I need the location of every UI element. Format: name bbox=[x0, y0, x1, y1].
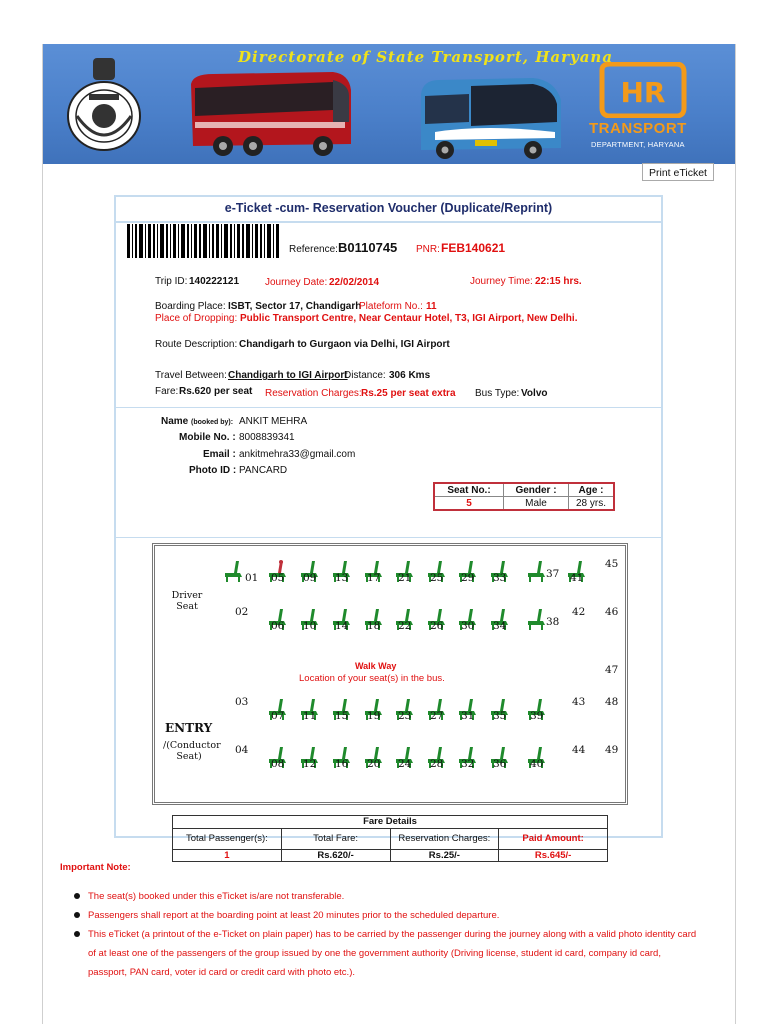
seat-number: 11 bbox=[303, 710, 317, 722]
dropping-value: Public Transport Centre, Near Centaur Hotel, T3, IGI Airport, New Delhi. bbox=[240, 313, 578, 324]
walkway-label: Walk Way bbox=[355, 661, 397, 671]
seat-number: 26 bbox=[430, 620, 444, 632]
journey-date-value: 22/02/2014 bbox=[329, 277, 380, 288]
entry-label: ENTRY bbox=[165, 721, 213, 735]
seat-number: 44 bbox=[572, 744, 586, 756]
fare-value: Rs.620 per seat bbox=[179, 386, 253, 397]
age-value: 28 yrs. bbox=[569, 497, 615, 511]
seat-number: 10 bbox=[303, 620, 317, 632]
seat-number: 40 bbox=[530, 758, 544, 770]
seat-number: 37 bbox=[546, 568, 560, 580]
seat-number: 18 bbox=[367, 620, 381, 632]
route-value: Chandigarh to Gurgaon via Delhi, IGI Airport bbox=[239, 339, 450, 350]
seat-number: 20 bbox=[367, 758, 381, 770]
reservation-value: Rs.25 per seat extra bbox=[361, 388, 456, 399]
seat-number: 15 bbox=[335, 710, 349, 722]
platform-value: 11 bbox=[426, 301, 437, 312]
seat-number: 05 bbox=[271, 572, 285, 584]
passengers-header: Total Passenger(s): bbox=[173, 829, 282, 850]
reference-value: B0110745 bbox=[338, 240, 398, 255]
seat-number: 30 bbox=[461, 620, 475, 632]
logo-transport-text: TRANSPORT bbox=[589, 120, 687, 137]
seat-number: 28 bbox=[430, 758, 444, 770]
bus-type-value: Volvo bbox=[521, 388, 548, 399]
seat-number: 34 bbox=[493, 620, 507, 632]
trip-id-label: Trip ID: bbox=[155, 276, 188, 287]
fare-details-table bbox=[172, 815, 608, 862]
seat-number: 08 bbox=[271, 758, 285, 770]
seat-number: 45 bbox=[605, 558, 619, 570]
haryana-emblem-icon bbox=[65, 54, 143, 154]
seat-number: 19 bbox=[367, 710, 381, 722]
boarding-label: Boarding Place: bbox=[155, 301, 226, 312]
email-label: Email : bbox=[203, 449, 236, 460]
seat-number: 29 bbox=[461, 572, 475, 584]
seat-number: 12 bbox=[303, 758, 317, 770]
paid-amount-header: Paid Amount: bbox=[499, 829, 608, 850]
note-item: Passengers shall report at the boarding point at least 20 minutes prior to the scheduled departure. bbox=[76, 906, 700, 925]
total-fare-value: Rs.620/- bbox=[281, 850, 390, 862]
note-item: The seat(s) booked under this eTicket is/are not transferable. bbox=[76, 887, 700, 906]
photo-id-value: PANCARD bbox=[239, 465, 288, 476]
seat-number: 14 bbox=[335, 620, 349, 632]
seat-number: 21 bbox=[398, 572, 412, 584]
reservation-value-cell: Rs.25/- bbox=[390, 850, 499, 862]
header-banner bbox=[43, 44, 735, 164]
distance-label: Distance: bbox=[344, 370, 386, 381]
voucher-title: e-Ticket -cum- Reservation Voucher (Duplicate/Reprint) bbox=[224, 201, 553, 215]
conductor-seat-label: /(Conductor Seat) bbox=[163, 740, 221, 762]
age-header: Age : bbox=[569, 483, 615, 497]
journey-time-value: 22:15 hrs. bbox=[535, 276, 582, 287]
gender-value: Male bbox=[504, 497, 569, 511]
title-divider bbox=[116, 221, 661, 223]
seat-number: 47 bbox=[605, 664, 619, 676]
travel-value: Chandigarh to IGI Airport bbox=[228, 370, 348, 381]
journey-time-label: Journey Time: bbox=[470, 276, 533, 287]
logo-mark: HR bbox=[620, 76, 666, 109]
pnr-value: FEB140621 bbox=[441, 241, 506, 255]
gender-header: Gender : bbox=[504, 483, 569, 497]
fare-label: Fare: bbox=[155, 386, 179, 397]
journey-date-label: Journey Date: bbox=[265, 277, 328, 288]
mobile-label: Mobile No. : bbox=[179, 432, 236, 443]
photo-id-label: Photo ID : bbox=[189, 465, 237, 476]
banner-title: Directorate of State Transport, Haryana bbox=[238, 48, 614, 66]
seat-number: 03 bbox=[235, 696, 249, 708]
red-bus-image bbox=[183, 66, 353, 158]
hr-transport-logo-icon bbox=[598, 62, 688, 118]
notes-list bbox=[60, 887, 700, 982]
seat-icon[interactable] bbox=[526, 608, 548, 630]
print-eticket-button[interactable]: Print eTicket bbox=[642, 163, 714, 181]
boarding-value: ISBT, Sector 17, Chandigarh bbox=[228, 301, 362, 312]
seat-number: 38 bbox=[546, 616, 560, 628]
seat-number: 42 bbox=[572, 606, 586, 618]
seat-number: 49 bbox=[605, 744, 619, 756]
driver-seat-label: Driver Seat bbox=[171, 590, 203, 612]
seat-number: 07 bbox=[271, 710, 285, 722]
seat-number: 35 bbox=[493, 710, 507, 722]
seat-number: 32 bbox=[461, 758, 475, 770]
section-divider-2 bbox=[116, 537, 661, 538]
seat-icon[interactable] bbox=[223, 560, 245, 582]
seat-number: 31 bbox=[461, 710, 475, 722]
seat-number: 46 bbox=[605, 606, 619, 618]
reference-label: Reference: bbox=[289, 244, 338, 255]
important-notes bbox=[60, 862, 700, 982]
seat-number: 23 bbox=[398, 710, 412, 722]
mobile-value: 8008839341 bbox=[239, 432, 295, 443]
seat-number: 39 bbox=[530, 710, 544, 722]
dropping-label: Place of Dropping: bbox=[155, 313, 238, 324]
fare-details-title: Fare Details bbox=[173, 816, 608, 829]
seat-info-table bbox=[433, 482, 615, 511]
seat-number: 27 bbox=[430, 710, 444, 722]
blue-bus-image bbox=[415, 74, 565, 160]
seat-icon[interactable] bbox=[526, 560, 548, 582]
platform-label: Plateform No.: bbox=[359, 301, 423, 312]
bus-seat-layout bbox=[152, 543, 628, 805]
email-value: ankitmehra33@gmail.com bbox=[239, 449, 356, 460]
bus-type-label: Bus Type: bbox=[475, 388, 520, 399]
route-label: Route Description: bbox=[155, 339, 238, 350]
seat-value: 5 bbox=[434, 497, 504, 511]
travel-label: Travel Between: bbox=[155, 370, 227, 381]
seat-number: 43 bbox=[572, 696, 586, 708]
pnr-label: PNR: bbox=[416, 244, 440, 255]
name-value: ANKIT MEHRA bbox=[239, 416, 308, 427]
seat-number: 36 bbox=[493, 758, 507, 770]
seat-number: 02 bbox=[235, 606, 249, 618]
seat-number: 48 bbox=[605, 696, 619, 708]
reservation-label: Reservation Charges: bbox=[265, 388, 362, 399]
seat-number: 22 bbox=[398, 620, 412, 632]
note-item: This eTicket (a printout of the e-Ticket on plain paper) has to be carried by the passenger during the journey along with a valid photo identity card of at least one of the passengers of the group issued by one the government authority (Driving license, student id card, company id card, passport, PAN card, voter id card or credit card with photo etc.). bbox=[76, 925, 700, 982]
total-fare-header: Total Fare: bbox=[281, 829, 390, 850]
section-divider bbox=[116, 407, 661, 408]
seat-number: 01 bbox=[245, 572, 259, 584]
seat-header: Seat No.: bbox=[434, 483, 504, 497]
passengers-value: 1 bbox=[173, 850, 282, 862]
seat-number: 17 bbox=[367, 572, 381, 584]
seat-number: 25 bbox=[430, 572, 444, 584]
seat-number: 13 bbox=[335, 572, 349, 584]
reservation-voucher bbox=[114, 195, 663, 861]
distance-value: 306 Kms bbox=[389, 370, 431, 381]
logo-department-text: DEPARTMENT, HARYANA bbox=[591, 140, 685, 149]
seat-number: 09 bbox=[303, 572, 317, 584]
notes-heading: Important Note: bbox=[60, 862, 131, 873]
seat-number: 24 bbox=[398, 758, 412, 770]
trip-id-value: 140222121 bbox=[189, 276, 240, 287]
seat-number: 33 bbox=[493, 572, 507, 584]
seat-location-note: Location of your seat(s) in the bus. bbox=[299, 673, 445, 684]
barcode-image bbox=[127, 224, 279, 258]
seat-number: 41 bbox=[570, 572, 584, 584]
seat-number: 06 bbox=[271, 620, 285, 632]
paid-amount-value: Rs.645/- bbox=[499, 850, 608, 862]
reservation-header: Reservation Charges: bbox=[390, 829, 499, 850]
name-label: Name (booked by): bbox=[161, 416, 234, 427]
seat-number: 16 bbox=[335, 758, 349, 770]
seat-number: 04 bbox=[235, 744, 249, 756]
